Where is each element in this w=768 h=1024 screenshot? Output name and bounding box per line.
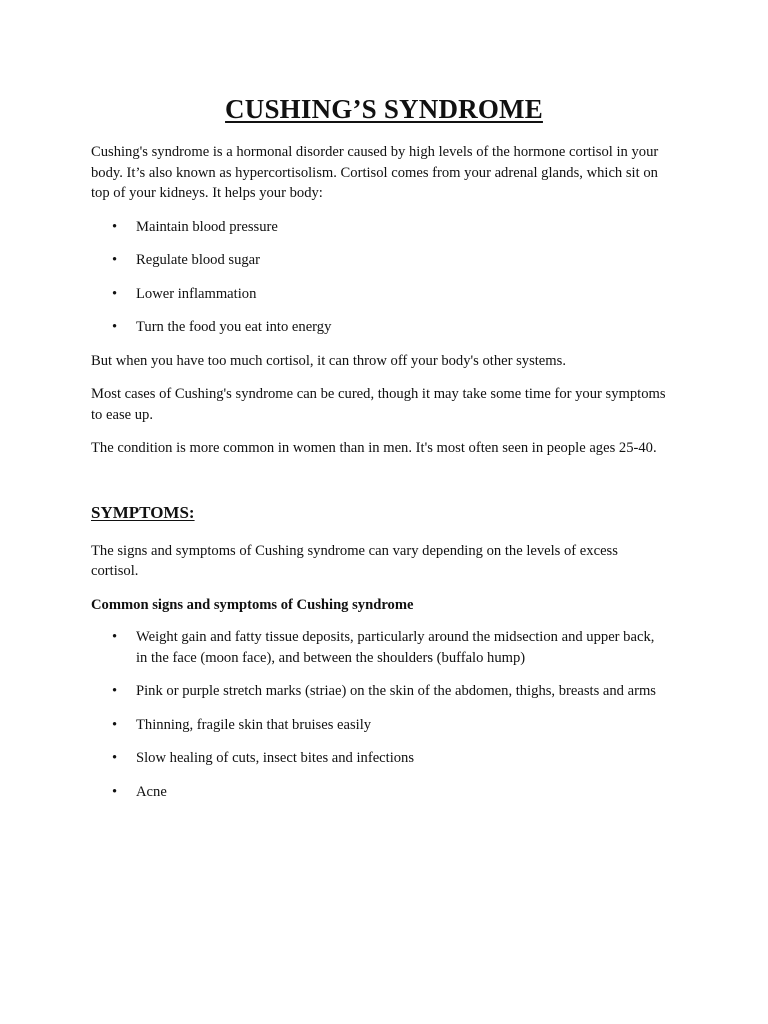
list-item: [91, 317, 666, 338]
list-item-text: Thinning, fragile skin that bruises easily: [136, 716, 372, 733]
list-item: [91, 250, 666, 271]
symptoms-heading: SYMPTOMS:: [91, 502, 195, 522]
functions-list: [91, 217, 666, 338]
bullet-icon: •: [112, 750, 118, 766]
bullet-icon: •: [112, 683, 118, 699]
bullet-icon: •: [112, 629, 118, 645]
document-body: [91, 142, 666, 815]
bullet-icon: •: [112, 218, 118, 235]
document-title: CUSHING’S SYNDROME: [225, 94, 543, 124]
list-item-text: Regulate blood sugar: [136, 252, 261, 268]
list-item-text: Pink or purple stretch marks (striae) on the skin of the abdomen, thighs, breasts and arms: [136, 683, 656, 699]
list-item: [91, 217, 666, 238]
intro-paragraph: Cushing's syndrome is a hormonal disorder caused by high levels of the hormone cortisol in your body. It’s also known as hypercortisolism. Cortisol comes from your adrenal glands, which sit on top of your kidneys. It helps your body:: [91, 144, 659, 201]
list-item-text: Lower inflammation: [136, 285, 257, 302]
list-item-text: Turn the food you eat into energy: [136, 319, 332, 335]
common-symptoms-subheading: Common signs and symptoms of Cushing syndrome: [91, 596, 414, 613]
symptoms-intro-paragraph: The signs and symptoms of Cushing syndrome can vary depending on the levels of excess cortisol.: [91, 542, 618, 579]
list-item: [91, 748, 666, 769]
bullet-icon: •: [112, 716, 118, 733]
list-item: [91, 681, 666, 702]
cured-paragraph: Most cases of Cushing's syndrome can be cured, though it may take some time for your symptoms to ease up.: [91, 386, 666, 423]
list-item-text: Slow healing of cuts, insect bites and infections: [136, 750, 415, 766]
list-item: [91, 284, 666, 305]
prevalence-paragraph: The condition is more common in women than in men. It's most often seen in people ages 25-40.: [91, 440, 657, 456]
too-much-cortisol-paragraph: But when you have too much cortisol, it can throw off your body's other systems.: [91, 352, 566, 369]
list-item-text: Acne: [136, 783, 167, 800]
symptoms-list: [91, 627, 666, 802]
list-item-text: Weight gain and fatty tissue deposits, particularly around the midsection and upper back, in the face (moon face), and between the shoulders (buffalo hump): [136, 629, 655, 666]
list-item: [91, 782, 666, 803]
bullet-icon: •: [112, 252, 118, 268]
bullet-icon: •: [112, 285, 118, 302]
list-item: [91, 715, 666, 736]
bullet-icon: •: [112, 319, 118, 335]
list-item-text: Maintain blood pressure: [136, 218, 278, 235]
list-item: [91, 627, 666, 668]
bullet-icon: •: [112, 783, 118, 800]
